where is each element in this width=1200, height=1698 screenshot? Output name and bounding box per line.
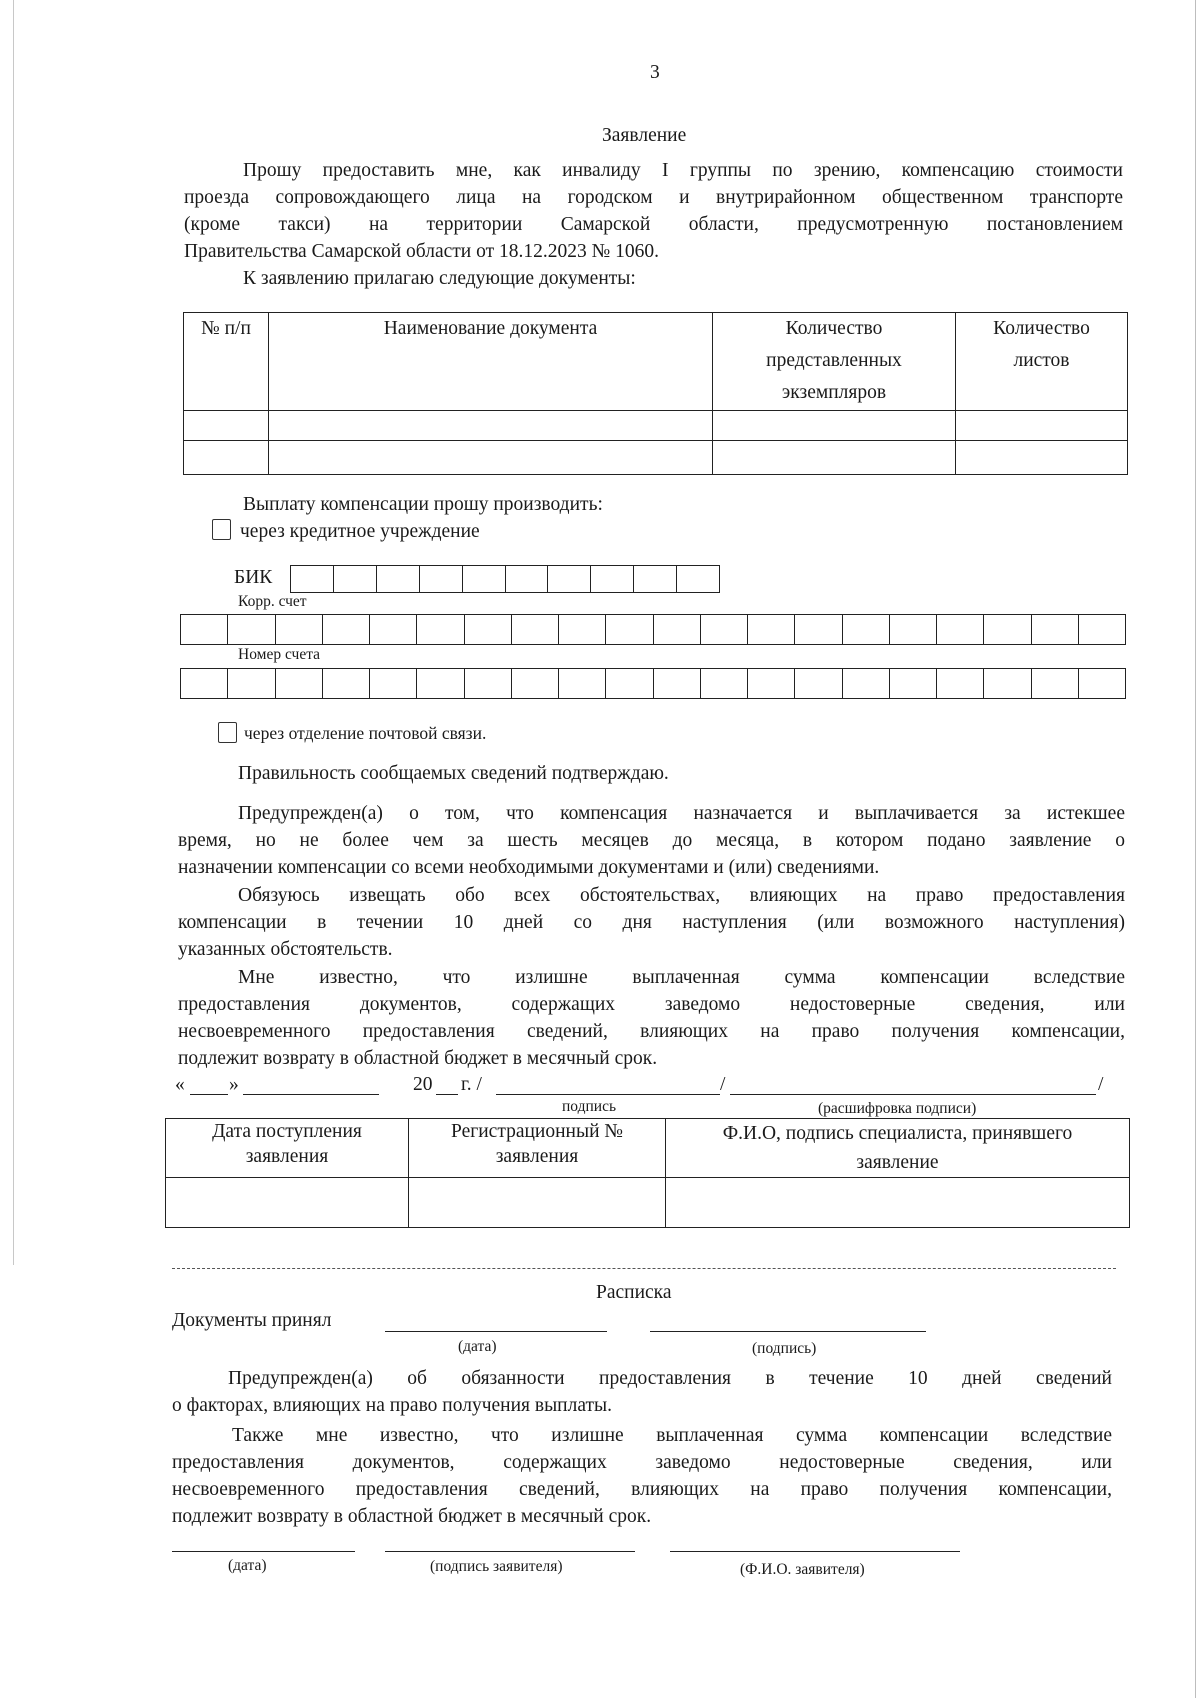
warn-line2: время, но не более чем за шесть месяцев до месяца, в котором подано заявление о bbox=[178, 830, 1125, 851]
table-cell[interactable] bbox=[166, 1178, 409, 1228]
slash-end: / bbox=[1098, 1074, 1104, 1095]
receipt-caption-date: (дата) bbox=[458, 1338, 497, 1355]
documents-table bbox=[183, 312, 1128, 475]
applicant-signature-field[interactable] bbox=[385, 1551, 635, 1552]
bank-option-checkbox[interactable] bbox=[212, 519, 231, 540]
bik-label: БИК bbox=[234, 567, 273, 588]
signature-decoding-field[interactable] bbox=[730, 1094, 1096, 1095]
bik-input[interactable] bbox=[290, 565, 720, 593]
warn-line3: назначении компенсации со всеми необходимыми документами и (или) сведениями. bbox=[178, 857, 880, 878]
account-number-input[interactable] bbox=[180, 668, 1126, 699]
oblige-line1: Обязуюсь извещать обо всех обстоятельствах, влияющих на право предоставления bbox=[238, 885, 1125, 906]
table-cell[interactable] bbox=[666, 1178, 1130, 1228]
account-number-label: Номер счета bbox=[238, 646, 321, 663]
attach-intro: К заявлению прилагаю следующие документы: bbox=[243, 268, 636, 289]
year-suffix: г. / bbox=[461, 1074, 482, 1095]
signature-field[interactable] bbox=[496, 1094, 720, 1095]
para1-line4: Правительства Самарской области от 18.12.2023 № 1060. bbox=[184, 241, 659, 262]
applicant-caption-date: (дата) bbox=[228, 1557, 267, 1574]
accepted-label: Документы принял bbox=[172, 1310, 332, 1331]
table-cell[interactable] bbox=[184, 441, 269, 475]
year-prefix: 20 bbox=[413, 1074, 433, 1095]
receipt-para2-line3: несвоевременного предоставления сведений, влияющих на право получения компенсации, bbox=[172, 1479, 1112, 1500]
known-line2: предоставления документов, содержащих заведомо недостоверные сведения, или bbox=[178, 994, 1125, 1015]
table-cell[interactable] bbox=[956, 411, 1128, 441]
bank-option-label: через кредитное учреждение bbox=[240, 521, 480, 542]
applicant-caption-name: (Ф.И.О. заявителя) bbox=[740, 1561, 865, 1578]
reg-header-specialist: Ф.И.О, подпись специалиста, принявшего заявление bbox=[666, 1119, 1130, 1178]
receipt-para1-line2: о факторах, влияющих на право получения выплаты. bbox=[172, 1395, 612, 1416]
receipt-para2-line4: подлежит возврату в областной бюджет в месячный срок. bbox=[172, 1506, 652, 1527]
date-open-quote: « bbox=[175, 1074, 185, 1095]
day-field[interactable] bbox=[190, 1094, 228, 1095]
receipt-para2-line2: предоставления документов, содержащих заведомо недостоверные сведения, или bbox=[172, 1452, 1112, 1473]
date-close-quote: » bbox=[229, 1074, 239, 1095]
caption-decoding: (расшифровка подписи) bbox=[818, 1100, 977, 1117]
registration-table bbox=[165, 1118, 1130, 1228]
known-line3: несвоевременного предоставления сведений, влияющих на право получения компенсации, bbox=[178, 1021, 1125, 1042]
page-number: 3 bbox=[650, 62, 660, 83]
slash-mid: / bbox=[720, 1074, 726, 1095]
applicant-date-field[interactable] bbox=[172, 1551, 355, 1552]
table-cell[interactable] bbox=[713, 441, 956, 475]
applicant-name-field[interactable] bbox=[670, 1551, 960, 1552]
docs-header-copies: Количество представленных экземпляров bbox=[713, 313, 956, 411]
table-cell[interactable] bbox=[184, 411, 269, 441]
warn-line1: Предупрежден(а) о том, что компенсация назначается и выплачивается за истекшее bbox=[238, 803, 1125, 824]
table-cell[interactable] bbox=[713, 411, 956, 441]
table-row[interactable] bbox=[184, 441, 1128, 475]
table-row[interactable] bbox=[166, 1178, 1130, 1228]
receipt-title: Расписка bbox=[596, 1282, 672, 1303]
oblige-line3: указанных обстоятельств. bbox=[178, 939, 393, 960]
year-field[interactable] bbox=[436, 1094, 458, 1095]
month-field[interactable] bbox=[243, 1094, 379, 1095]
docs-header-name: Наименование документа bbox=[269, 313, 713, 411]
accepted-signature-field[interactable] bbox=[650, 1331, 926, 1332]
table-cell[interactable] bbox=[409, 1178, 666, 1228]
table-cell[interactable] bbox=[956, 441, 1128, 475]
application-title: Заявление bbox=[602, 125, 687, 146]
caption-signature: подпись bbox=[562, 1098, 617, 1115]
post-option-checkbox[interactable] bbox=[218, 722, 237, 743]
applicant-caption-signature: (подпись заявителя) bbox=[430, 1558, 563, 1575]
accepted-date-field[interactable] bbox=[385, 1331, 607, 1332]
receipt-caption-signature: (подпись) bbox=[752, 1340, 817, 1357]
reg-header-number: Регистрационный № заявления bbox=[409, 1119, 666, 1178]
post-option-label: через отделение почтовой связи. bbox=[244, 723, 487, 743]
corr-account-label: Корр. счет bbox=[238, 593, 307, 610]
known-line4: подлежит возврату в областной бюджет в месячный срок. bbox=[178, 1048, 658, 1069]
corr-account-input[interactable] bbox=[180, 614, 1126, 645]
para1-line1: Прошу предоставить мне, как инвалиду I группы по зрению, компенсацию стоимости bbox=[243, 160, 1123, 181]
reg-header-date: Дата поступления заявления bbox=[166, 1119, 409, 1178]
payment-intro: Выплату компенсации прошу производить: bbox=[243, 494, 603, 515]
docs-header-sheets: Количество листов bbox=[956, 313, 1128, 411]
table-cell[interactable] bbox=[269, 411, 713, 441]
scan-edge-right bbox=[1195, 0, 1196, 1698]
known-line1: Мне известно, что излишне выплаченная сумма компенсации вследствие bbox=[238, 967, 1125, 988]
scan-edge-left bbox=[13, 0, 14, 1265]
para1-line2: проезда сопровождающего лица на городском и внутрирайонном общественном транспорте bbox=[184, 187, 1123, 208]
docs-header-num: № п/п bbox=[184, 313, 269, 411]
confirm-statement: Правильность сообщаемых сведений подтверждаю. bbox=[238, 763, 669, 784]
table-cell[interactable] bbox=[269, 441, 713, 475]
para1-line3: (кроме такси) на территории Самарской области, предусмотренную постановлением bbox=[184, 214, 1123, 235]
oblige-line2: компенсации в течении 10 дней со дня наступления (или возможного наступления) bbox=[178, 912, 1125, 933]
receipt-para2-line1: Также мне известно, что излишне выплаченная сумма компенсации вследствие bbox=[232, 1425, 1112, 1446]
cut-line-divider bbox=[172, 1268, 1116, 1269]
table-row[interactable] bbox=[184, 411, 1128, 441]
receipt-para1-line1: Предупрежден(а) об обязанности предоставления в течение 10 дней сведений bbox=[228, 1368, 1112, 1389]
